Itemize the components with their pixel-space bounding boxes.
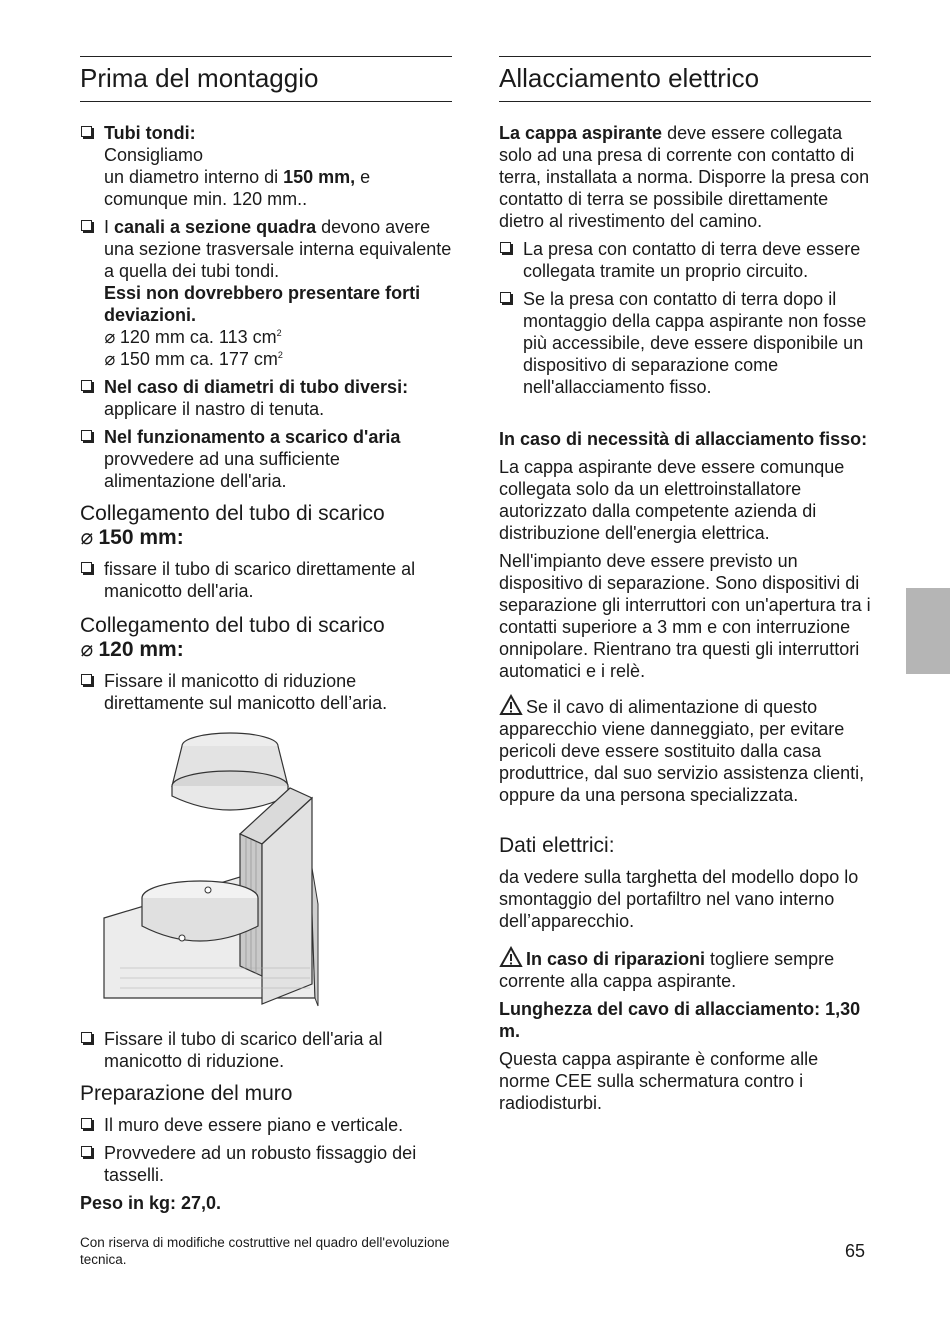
item-label: Nel funzionamento a scarico d'aria <box>104 427 401 447</box>
checkbox-bullet-icon <box>81 430 92 441</box>
item-text: devono avere una sezione trasversale interna equivalente a quella dei tubi tondi. <box>104 217 452 281</box>
diameter-icon: ⌀ <box>104 349 115 369</box>
left-column <box>80 56 452 1268</box>
checkbox-bullet-icon <box>500 242 511 253</box>
item-text: 150 mm ca. 177 cm <box>119 349 278 369</box>
checkbox-bullet-icon <box>81 220 92 231</box>
subheading-text: Collegamento del tubo di scarico <box>80 502 385 525</box>
list-item-diametri <box>80 376 452 420</box>
intro-paragraph <box>499 122 871 232</box>
list-item-tubi-tondi <box>80 122 452 210</box>
warning-triangle-icon <box>499 946 523 968</box>
subheading-value: 150 mm: <box>98 526 184 549</box>
diameter-icon: ⌀ <box>104 327 115 347</box>
dati-text: da vedere sulla targhetta del modello dopo lo smontaggio del portafiltro nel vano interno dell’apparecchio. <box>499 867 859 931</box>
list-item-presa-1 <box>499 238 871 282</box>
fixed-paragraph-2: Nell'impianto deve essere previsto un dispositivo di separazione. Sono dispositivi di separazione gli interruttori con un'apertura tra i contatti superiore a 3 mm e con interruzione onnipolare. Rientrano tra questi gli interruttori automatici e i relè. <box>499 551 871 681</box>
item-label: Tubi tondi: <box>104 123 196 143</box>
list-item-presa-2 <box>499 288 871 398</box>
warning-paragraph-2 <box>499 946 871 992</box>
checkbox-bullet-icon <box>81 1032 92 1043</box>
footnote: Con riserva di modifiche costruttive nel quadro dell'evoluzione tecnica. <box>80 1235 450 1267</box>
item-text: I <box>104 217 115 237</box>
list-item-canali <box>80 216 452 370</box>
list-item-muro-2 <box>80 1142 452 1186</box>
item-text: Consigliamo <box>104 145 204 165</box>
item-label: canali a sezione quadra <box>114 217 317 237</box>
diameter-icon: ⌀ <box>80 526 93 549</box>
diameter-icon: ⌀ <box>80 638 93 661</box>
weight-text: Peso in kg: 27,0. <box>80 1193 222 1213</box>
item-text: fissare il tubo di scarico direttamente al manicotto dell'aria. <box>104 559 416 601</box>
checkbox-bullet-icon <box>81 1146 92 1157</box>
checkbox-bullet-icon <box>81 380 92 391</box>
conformity-text: Questa cappa aspirante è conforme alle norme CEE sulla schermatura contro i radiodisturbi. <box>499 1049 819 1113</box>
item-warning: Essi non dovrebbero presentare forti deviazioni. <box>104 283 421 325</box>
item-text: Fissare il manicotto di riduzione direttamente sul manicotto dell’aria. <box>104 671 388 713</box>
checkbox-bullet-icon <box>81 674 92 685</box>
list-item-scarico-aria <box>80 426 452 492</box>
list-item-muro-1 <box>80 1114 452 1136</box>
superscript: 2 <box>276 328 282 338</box>
warning-text: togliere sempre corrente alla cappa aspirante. <box>499 949 835 991</box>
subheading-muro: Preparazione del muro <box>80 1082 293 1105</box>
left-heading: Prima del montaggio <box>80 56 452 102</box>
subheading-150 <box>80 502 452 550</box>
item-text: provvedere ad una sufficiente alimentazione dell'aria. <box>104 449 340 491</box>
list-item-fissare-150 <box>80 558 452 602</box>
item-text: La presa con contatto di terra deve essere collegata tramite un proprio circuito. <box>523 239 861 281</box>
item-value: 150 mm, <box>283 167 356 187</box>
item-text: Se la presa con contatto di terra dopo il montaggio della cappa aspirante non fosse più accessibile, deve essere disponibile un dispositivo di separazione come nell'allacciamento fisso. <box>523 289 867 397</box>
item-label: Nel caso di diametri di tubo diversi: <box>104 377 409 397</box>
reduction-collar-illustration <box>100 728 430 1018</box>
item-text: comunque min. 120 mm.. <box>104 189 308 209</box>
intro-text: deve essere collegata solo ad una presa di corrente con contatto di terra, installata a norma. Disporre la presa con contatto di terra se possibile direttamente dietro al rivestimento del camino. <box>499 123 870 231</box>
item-text: applicare il nastro di tenuta. <box>104 399 325 419</box>
subheading-text: Collegamento del tubo di scarico <box>80 614 385 637</box>
language-tab-marker <box>906 588 950 674</box>
fixed-connection-title <box>499 428 871 450</box>
dati-title: Dati elettrici: <box>499 834 615 857</box>
intro-label: La cappa aspirante <box>499 123 663 143</box>
item-text: un diametro interno di <box>104 167 284 187</box>
checkbox-bullet-icon <box>81 126 92 137</box>
item-text: Provvedere ad un robusto fissaggio dei tasselli. <box>104 1143 417 1185</box>
checkbox-bullet-icon <box>81 562 92 573</box>
right-column <box>499 56 871 1120</box>
list-item-fissare-tubo <box>80 1028 452 1072</box>
page-number: 65 <box>845 1241 866 1261</box>
item-text: Fissare il tubo di scarico dell'aria al manicotto di riduzione. <box>104 1029 383 1071</box>
cable-length <box>499 998 871 1042</box>
checkbox-bullet-icon <box>500 292 511 303</box>
item-text: 120 mm ca. 113 cm <box>119 327 277 347</box>
list-item-fissare-120 <box>80 670 452 714</box>
warning-label: In caso di riparazioni <box>526 949 706 969</box>
item-text: e <box>355 167 371 187</box>
section-title: In caso di necessità di allacciamento fisso: <box>499 429 868 449</box>
checkbox-bullet-icon <box>81 1118 92 1129</box>
item-text: Il muro deve essere piano e verticale. <box>104 1115 404 1135</box>
cable-length-text: Lunghezza del cavo di allacciamento: 1,30 m. <box>499 999 861 1041</box>
warning-triangle-icon <box>499 694 523 716</box>
subheading-value: 120 mm: <box>98 638 184 661</box>
warning-paragraph-1 <box>499 694 871 806</box>
subheading-120 <box>80 614 452 662</box>
weight <box>80 1192 452 1214</box>
fixed-paragraph-1: La cappa aspirante deve essere comunque collegata solo da un elettroinstallatore autorizzato dalla competente azienda di distribuzione dell'energia elettrica. <box>499 457 845 543</box>
superscript: 2 <box>277 350 283 360</box>
warning-text: Se il cavo di alimentazione di questo apparecchio viene danneggiato, per evitare pericoli deve essere sostituito dalla casa produttrice, dal suo servizio assistenza clienti, oppure da una persona specializzata. <box>499 697 865 805</box>
right-heading: Allacciamento elettrico <box>499 56 871 102</box>
